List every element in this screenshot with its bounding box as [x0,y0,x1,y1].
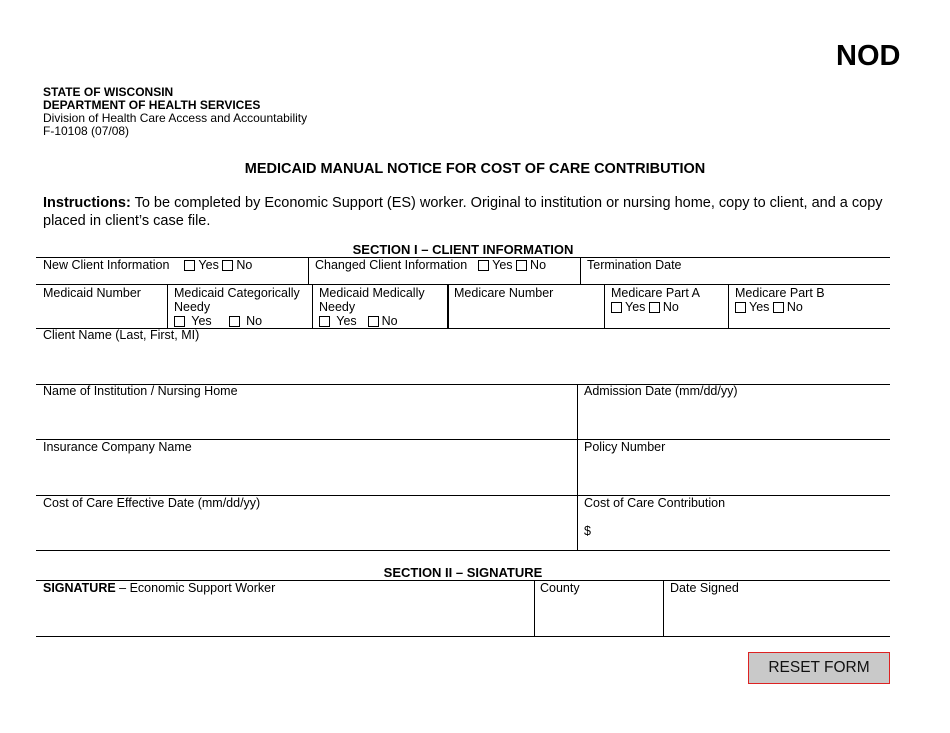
yes-label: Yes [336,314,357,328]
instructions-label: Instructions: [43,195,131,211]
medicare-number-label[interactable]: Medicare Number [454,286,554,300]
categorically-needy-label: Medicaid Categorically [174,286,300,300]
medically-needy-no-checkbox[interactable] [368,316,379,327]
grid-line [534,580,535,636]
no-label: No [381,314,398,328]
policy-number-label[interactable]: Policy Number [584,440,666,454]
form-title: MEDICAID MANUAL NOTICE FOR COST OF CARE CONTRIBUTION [244,161,706,177]
new-client-label: New Client Information [43,258,170,272]
section2-heading: SECTION II – SIGNATURE [383,565,543,580]
new-client-no-checkbox[interactable] [222,260,233,271]
signature-label-bold: SIGNATURE [43,581,116,595]
medicare-a-no-checkbox[interactable] [649,302,660,313]
client-name-label[interactable]: Client Name (Last, First, MI) [43,328,200,342]
grid-line [580,257,581,284]
instructions-text: To be completed by Economic Support (ES) worker. Original to institution or nursing home, copy to client, and a copy placed in client’s case file. [43,195,883,229]
medically-needy-label: Medicaid Medically [319,286,425,300]
contribution-label[interactable]: Cost of Care Contribution [584,496,726,510]
grid-line [308,257,309,284]
medicare-part-a-field [611,286,700,314]
section1-heading: SECTION I – CLIENT INFORMATION [352,242,574,257]
form-code: NOD [836,40,901,72]
no-label: No [662,300,679,314]
changed-client-label: Changed Client Information [315,258,468,272]
changed-client-field [315,258,546,272]
grid-line [36,550,890,551]
yes-label: Yes [492,258,513,272]
dollar-sign: $ [584,524,591,538]
instructions [43,194,903,230]
categorically-needy-no-checkbox[interactable] [229,316,240,327]
insurance-company-label[interactable]: Insurance Company Name [43,440,192,454]
grid-line [663,580,664,636]
no-label: No [236,258,253,272]
medicare-b-yes-checkbox[interactable] [735,302,746,313]
new-client-field [43,258,252,272]
medicare-part-b-field [735,286,825,314]
grid-line [312,284,313,328]
grid-line [604,284,605,328]
grid-line [36,636,890,637]
categorically-needy-field [174,286,300,328]
reset-form-button[interactable]: RESET FORM [748,652,890,684]
effective-date-label[interactable]: Cost of Care Effective Date (mm/dd/yy) [43,496,261,510]
grid-line [577,384,578,550]
medicare-part-a-label: Medicare Part A [611,286,700,300]
agency-state: STATE OF WISCONSIN [43,85,174,99]
yes-label: Yes [625,300,646,314]
new-client-yes-checkbox[interactable] [184,260,195,271]
grid-line [36,284,890,285]
no-label: No [246,314,263,328]
no-label: No [786,300,803,314]
medicare-part-b-label: Medicare Part B [735,286,825,300]
categorically-needy-yes-checkbox[interactable] [174,316,185,327]
termination-date-label[interactable]: Termination Date [587,258,682,272]
signature-label-rest: – Economic Support Worker [115,581,276,595]
agency-department: DEPARTMENT OF HEALTH SERVICES [43,98,261,112]
county-label[interactable]: County [540,581,580,595]
medicaid-number-label[interactable]: Medicaid Number [43,286,141,300]
admission-date-label[interactable]: Admission Date (mm/dd/yy) [584,384,738,398]
medically-needy-label-2: Needy [319,300,356,314]
medically-needy-field [319,286,425,328]
no-label: No [530,258,547,272]
medicare-a-yes-checkbox[interactable] [611,302,622,313]
yes-label: Yes [749,300,770,314]
grid-line [447,284,449,328]
grid-line [728,284,729,328]
institution-label[interactable]: Name of Institution / Nursing Home [43,384,238,398]
medicare-b-no-checkbox[interactable] [773,302,784,313]
grid-line [167,284,168,328]
medically-needy-yes-checkbox[interactable] [319,316,330,327]
signature-label[interactable] [43,581,275,595]
changed-client-yes-checkbox[interactable] [478,260,489,271]
agency-division: Division of Health Care Access and Accountability [43,111,308,125]
form-number: F-10108 (07/08) [43,124,130,138]
yes-label: Yes [191,314,212,328]
changed-client-no-checkbox[interactable] [516,260,527,271]
agency-block [43,86,307,138]
date-signed-label[interactable]: Date Signed [670,581,739,595]
yes-label: Yes [198,258,219,272]
categorically-needy-label-2: Needy [174,300,211,314]
